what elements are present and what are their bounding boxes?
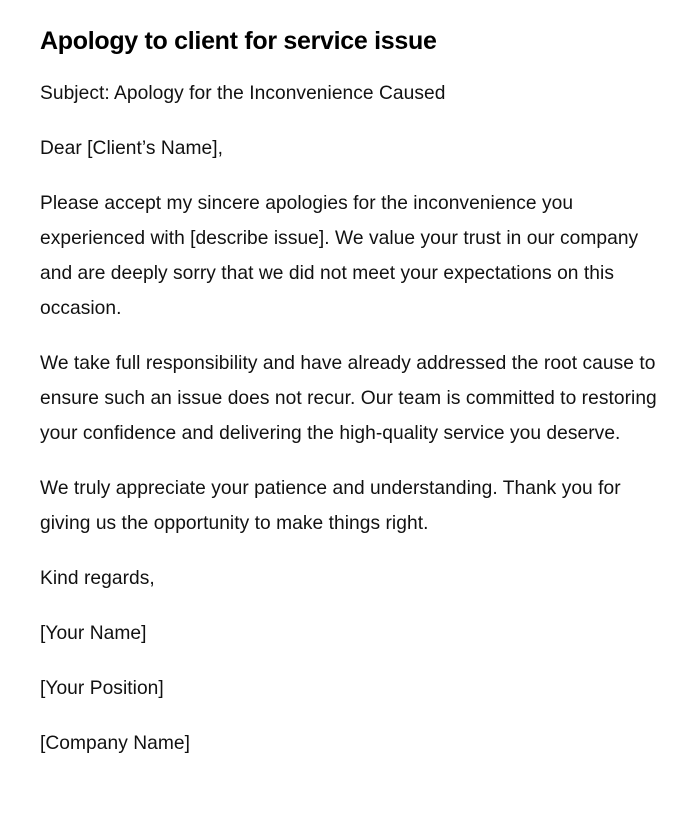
body-paragraph-3: We truly appreciate your patience and understanding. Thank you for giving us the opportunity to make things right. xyxy=(40,478,621,534)
signature-position: [Your Position] xyxy=(40,678,164,699)
subject-line: Subject: Apology for the Inconvenience Caused xyxy=(40,83,446,104)
closing: Kind regards, xyxy=(40,568,155,589)
body-paragraph-2: We take full responsibility and have already addressed the root cause to ensure such an issue does not recur. Our team is committed to restoring your confidence and delivering the high-quality service you deserve. xyxy=(40,353,657,444)
salutation: Dear [Client’s Name], xyxy=(40,138,224,159)
document-title: Apology to client for service issue xyxy=(40,27,437,55)
body-paragraph-1: Please accept my sincere apologies for the inconvenience you experienced with [describe issue]. We value your trust in our company and are deeply sorry that we did not meet your expectations on this occasion. xyxy=(40,193,639,319)
signature-company: [Company Name] xyxy=(40,733,190,754)
signature-name: [Your Name] xyxy=(40,623,147,644)
